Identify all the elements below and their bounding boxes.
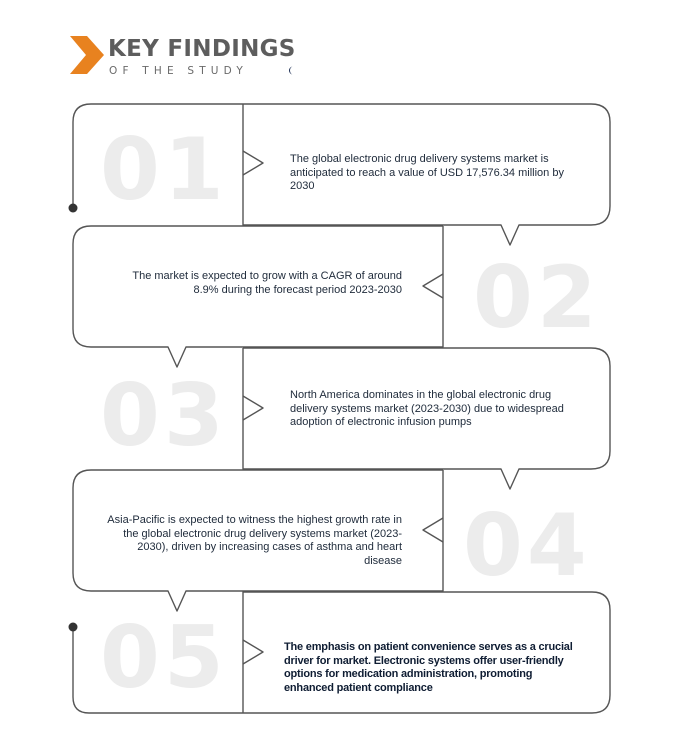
finding-2-number: 02 (473, 248, 601, 348)
finding-2-pointer (423, 274, 443, 298)
finding-5-pointer (243, 640, 263, 664)
finding-5-number: 05 (100, 608, 228, 708)
finding-2-text: The market is expected to grow with a CAGR of around 8.9% during the forecast period 2023-2030 (132, 270, 402, 296)
finding-1-text: The global electronic drug delivery systems market is anticipated to reach a value of USD 17,576.34 million by 2030 (290, 153, 564, 192)
finding-3-text: North America dominates in the global electronic drug delivery systems market (2023-2030) due to widespread adoption of electronic infusion pumps (290, 389, 564, 428)
finding-4-text: Asia-Pacific is expected to witness the highest growth rate in the global electronic drug delivery systems market (2023-2030), driven by increasing cases of asthma and heart disease (107, 514, 402, 567)
timeline-start-dot (69, 204, 78, 213)
finding-5-text: The emphasis on patient convenience serves as a crucial driver for market. Electronic systems offer user-friendly options for medication administration, promoting enhanced patient compliance (284, 641, 573, 694)
finding-1-pointer (243, 151, 263, 175)
page-title: KEY FINDINGS (108, 36, 296, 62)
finding-1-number: 01 (100, 120, 228, 220)
finding-4-pointer (423, 518, 443, 542)
page-subtitle: OF THE STUDY (109, 65, 249, 77)
finding-3-number: 03 (100, 366, 228, 466)
finding-4-number: 04 (463, 496, 591, 596)
timeline-end-dot (69, 623, 78, 632)
finding-3-pointer (243, 396, 263, 420)
